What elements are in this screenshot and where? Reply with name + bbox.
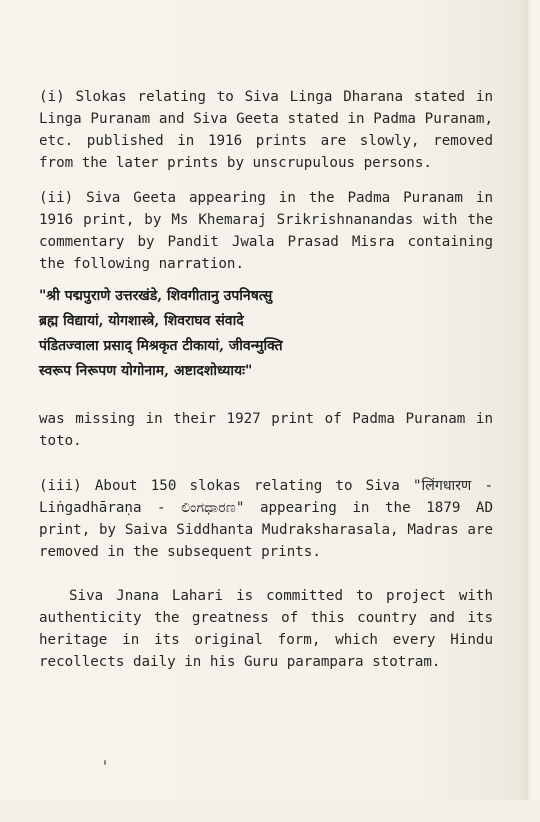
- paragraph-siva-geeta: (ii) Siva Geeta appearing in the Padma Puranam in 1916 print, by Ms Khemaraj Srikrishnanandas with the commentary by Pandit Jwala Prasad Misra containing the following narration.: [39, 190, 493, 272]
- document-body: [39, 86, 493, 673]
- hindi-line: ब्रह्म विद्यायां, योगशास्त्रे, शिवराघव संवादे: [39, 313, 244, 329]
- paragraph-slokas-removed: (i) Slokas relating to Siva Linga Dharana stated in Linga Puranam and Siva Geeta stated in Padma Puranam, etc. published in 1916 prints are slowly, removed from the later prints by unscrupulous persons.: [39, 89, 493, 171]
- hindi-line: स्वरूप निरूपण योगोनाम, अष्टादशोध्यायः": [39, 363, 253, 379]
- scan-bottom-margin: [0, 800, 540, 822]
- hindi-narration-block: [39, 284, 493, 384]
- page-edge: [516, 0, 528, 800]
- hindi-line: "श्री पद्मपुराणे उत्तरखंडे, शिवगीतानु उपनिषत्सु: [39, 288, 273, 304]
- paragraph-missing-1927: was missing in their 1927 print of Padma Puranam in toto.: [39, 411, 493, 449]
- stray-mark: [104, 760, 106, 765]
- paragraph-siva-jnana-lahari: Siva Jnana Lahari is committed to project with authenticity the greatness of this country and its heritage in its original form, which every Hindu recollects daily in his Guru parampara stotram.: [39, 588, 493, 670]
- hindi-line: पंडितज्वाला प्रसाद् मिश्रकृत टीकायां, जीवन्मुक्ति: [39, 338, 283, 354]
- paragraph-150-slokas: (iii) About 150 slokas relating to Siva "लिंगधारण - Liṅgadhāraṇa - ಲಿಂಗಧಾರಣ" appearing in the 1879 AD print, by Saiva Siddhanta Mudraksharasala, Madras are removed in the subsequent prints.: [39, 478, 493, 560]
